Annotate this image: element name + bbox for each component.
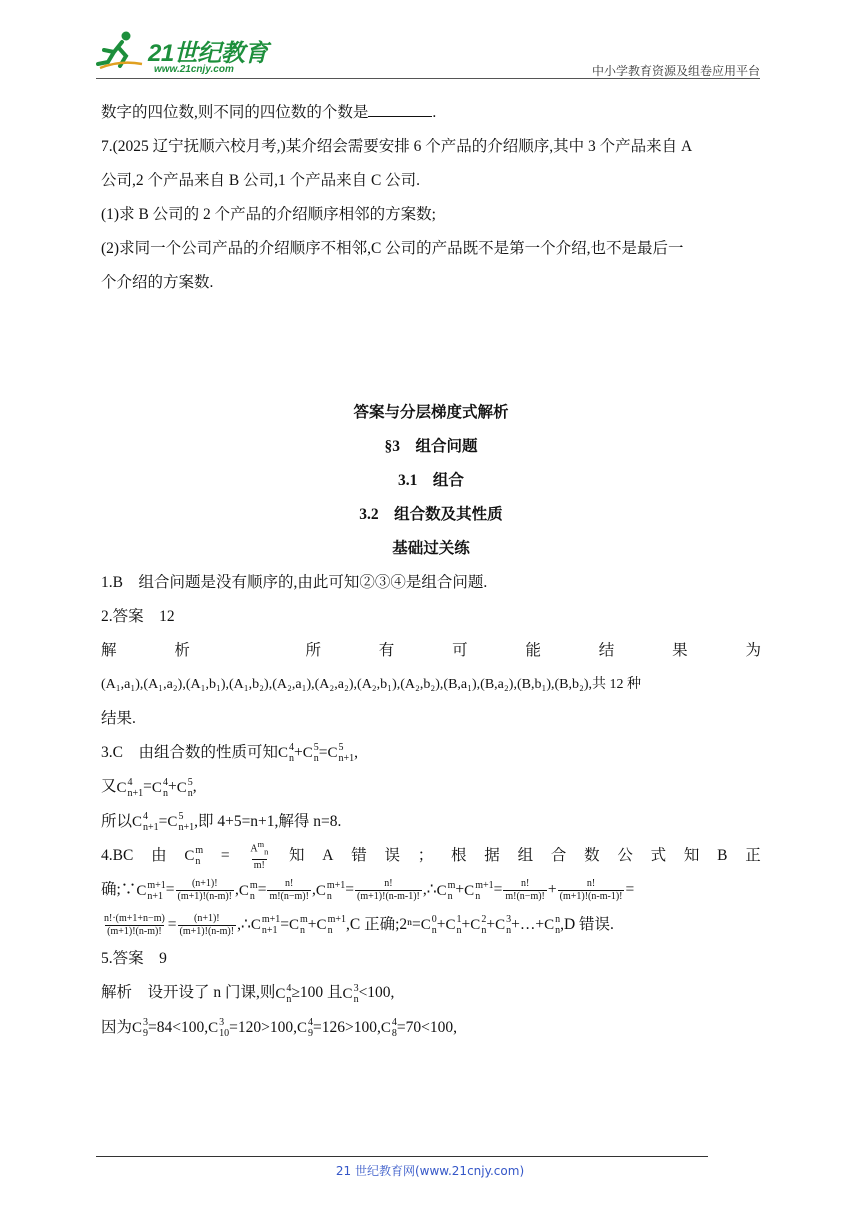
header-divider: [96, 78, 760, 79]
platform-name: 中小学教育资源及组卷应用平台: [591, 64, 760, 78]
logo-url: www.21cnjy.com: [154, 64, 234, 75]
q6-continuation: 数字的四位数,则不同的四位数的个数是 .: [101, 104, 437, 121]
subsection-title-1: 3.1 组合: [398, 472, 464, 489]
answer-3-line2: 又 C 4 n+1 = C 4 n + C 5 n ,: [101, 776, 197, 799]
q7-part2-line1: (2)求同一个公司产品的介绍顺序不相邻,C 公司的产品既不是第一个介绍,也不是最后一: [101, 240, 684, 257]
answer-3-line1: 3.C 由组合数的性质可知 C 4 n + C 5 n = C 5 n+1 ,: [101, 742, 359, 765]
q7-line1: 7.(2025 辽宁抚顺六校月考,)某介绍会需要安排 6 个产品的介绍顺序,其中 3 个产品来自 A: [101, 138, 693, 155]
answer-4-line3: $\frac{n!\cdot(m+1+n-m)}{(m+1)!(n-m)!}$ = $\frac{(n+1)!}{(m+1)!(n-m)!}$ ,∴ C m+1 n+1 = C m n + C m+1 n ,C 正确;2ⁿ= C 0 n + C 1 n + C 2 n + C 3 n +…+ C n n ,D 错误.: [104, 912, 614, 937]
answer-2-end: 结果.: [101, 710, 136, 727]
answers-title: 答案与分层梯度式解析: [353, 404, 509, 421]
answer-5-line1: 解析 设开设了 n 门课,则 C 4 n ≥100 且 C 3 n <100,: [101, 982, 395, 1005]
answer-2-line1: 解 析 所 有 可 能 结 果 为: [101, 642, 761, 659]
answer-4-line2: 确;∵ C m+1 n+1 = $\frac{(n+1)!}{(m+1)!(n-m)!}$ , C m n = $\frac{n!}{m!(n-m)!}$ , C m+1 n = $\frac{n!}{(m+1)!(n-m-1)!}$ ,∴ C m n + C m+1 n = $\frac{n!}{m!(n-m)!}$ + $\frac{n!}{(m+1)!(n-m-1)!}$ =: [101, 878, 635, 903]
subsection-title-2: 3.2 组合数及其性质: [359, 506, 503, 523]
answer-2-list: (A₁,a₁),(A₁,a₂),(A₁,b₁),(A₁,b₂),(A₂,a₁),(A₂,a₂),(A₂,b₁),(A₂,b₂),(B,a₁),(B,a₂),(B,b₁),(B,b₂),共 12 种: [101, 677, 642, 692]
runner-logo-icon: [96, 30, 144, 70]
footer-divider: [96, 1156, 708, 1157]
practice-title: 基础过关练: [392, 540, 470, 557]
answer-5-line2: 因为 C 3 9 =84<100, C 3 10 =120>100, C 4 9 =126>100, C 4 8 =70<100,: [101, 1017, 458, 1040]
q7-line2: 公司,2 个产品来自 B 公司,1 个产品来自 C 公司.: [101, 172, 421, 189]
answer-2-head: 2.答案 12: [101, 608, 175, 625]
answer-5-head: 5.答案 9: [101, 950, 167, 968]
answer-1: 1.B 组合问题是没有顺序的,由此可知②③④是组合问题.: [101, 574, 488, 591]
page-header: [96, 30, 760, 80]
document-body: [101, 96, 761, 1045]
answer-4-line1: 4.BC 由 C m n = $\frac{A^m_n}{m!}$ 知 A 错 误 ； 根 据 组 合 数 公 式 知 B 正: [101, 840, 761, 871]
logo-text: 21世纪教育: [148, 39, 268, 67]
answer-3-line3: 所以 C 4 n+1 = C 5 n+1 ,即 4+5=n+1,解得 n=8.: [101, 811, 342, 834]
footer-link[interactable]: 21 世纪教育网(www.21cnjy.com): [335, 1164, 525, 1178]
q7-part1: (1)求 B 公司的 2 个产品的介绍顺序相邻的方案数;: [101, 206, 436, 223]
section-title: §3 组合问题: [384, 438, 478, 455]
q7-part2-line2: 个介绍的方案数.: [101, 274, 214, 291]
answer-blank: [368, 102, 432, 117]
